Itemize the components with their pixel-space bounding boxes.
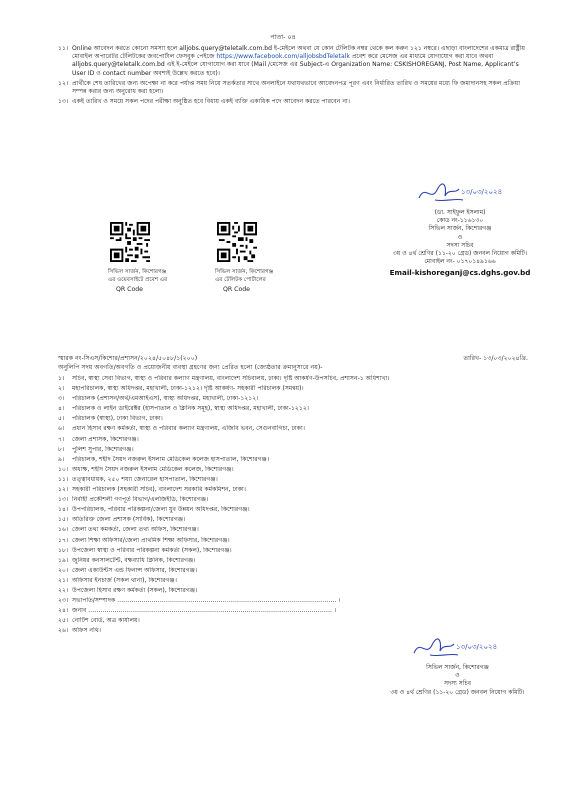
note-text: প্রার্থীকে শেষ তারিখের জন্য অপেক্ষা না করে পর্যাপ্ত সময় নিয়ে সতর্কতার সাথে অনলাইনে যথাযথভাবে আবেদনপত্র পূরণ এবং নির্ধারিত তারিখ ও সময়ের মধ্যে ফি জমাদানসহ সকল প্রক্রিয়া সম্পন্ন করার জন্য অনুরোধ করা হলো। xyxy=(72,79,520,96)
list-item xyxy=(58,425,528,435)
item-number: ২৬। xyxy=(58,627,69,635)
qr-caption: এর ওয়েবসাইটে প্রবেশ এর xyxy=(108,276,168,283)
list-item xyxy=(58,436,528,446)
item-number: ৭। xyxy=(58,435,65,443)
item-text: জেলা প্রশাসক, কিশোরগঞ্জ। xyxy=(72,435,139,443)
list-item xyxy=(58,537,528,547)
list-item xyxy=(58,476,528,486)
item-number: ৫। xyxy=(58,415,65,423)
item-text: অফিস নথি। xyxy=(72,627,101,635)
list-item xyxy=(58,557,528,567)
list-item xyxy=(58,587,528,597)
memo-reference xyxy=(58,355,528,363)
signatory-mobile: মোবাইল নং- ০১৭০১৪৯১৬৬ xyxy=(424,257,496,265)
list-item xyxy=(58,446,528,456)
item-text: অফিসার ইনচার্জ (সকল থানা), কিশোরগঞ্জ। xyxy=(72,576,177,584)
handwritten-signature xyxy=(415,180,505,206)
note-text-part: প্রবেশ করে মেসেজ এর মাধ্যমে যোগাযোগ করা যাবে অথবা alljobs.query@teletalk.com.bd এই ই-মেইলে যোগাযোগ করা যাবে (Mail /মেসেজ এর Subject-এ Organization Name: CSKISHOREGANJ, Post Name, Applicant’s User ID ও contact number অবশ্যই উল্লেখ করতে হবে)। xyxy=(72,53,519,77)
list-item xyxy=(58,567,528,577)
memo-number: স্মারক নং-সিএস/কিশোর/প্রশাসন/২০২৪/৫০৪৮/১(২০০) xyxy=(58,355,198,362)
list-item xyxy=(58,496,528,506)
item-number: ৮। xyxy=(58,445,65,453)
signatory-name: (ডা. সাইফুল ইসলাম) xyxy=(434,209,486,217)
signatory-email[interactable]: Email-kishoreganj@cs.dghs.gov.bd xyxy=(389,267,531,277)
signature-date: ১৩/০৩/২০২৪ xyxy=(461,188,503,196)
item-number: ২৪। xyxy=(58,607,69,615)
list-item xyxy=(58,466,528,476)
note-text-part: Online আবেদন করতে কোনো সমস্যা হলে alljobs.query@teletalk.com.bd ই-মেইলে অথবা যে কোন টেলিটক নম্বর থেকে কল করুন ১২১ নম্বরে। এছাড়া বাংলাদেশের একমাত্র রাষ্ট্রীয় মোবাইল অপারেটর টেলিটকের জবপোর্টাল ফেসবুক পেইজে xyxy=(72,45,525,61)
item-number: ২১। xyxy=(58,576,69,584)
list-item xyxy=(58,456,528,466)
item-text: সচিব, স্বাস্থ্য সেবা বিভাগ, স্বাস্থ্য ও পরিবার কল্যাণ মন্ত্রণালয়, বাংলাদেশ সচিবালয়, ঢাকা। দৃষ্টি আকর্ষণ-উপসচিব, প্রশাসন-১ অধিশাখা। xyxy=(72,375,390,382)
list-item xyxy=(58,385,528,395)
instruction-notes xyxy=(58,45,528,109)
qr-caption: এর টেলিটক পোর্টালের xyxy=(215,276,266,283)
item-text: তত্ত্বাবধায়ক, ২৫০ শয্যা জেনারেল হাসপাতাল, কিশোরগঞ্জ। xyxy=(72,475,218,483)
signatory-and: ও xyxy=(457,233,463,241)
item-number: ১৫। xyxy=(58,516,69,524)
item-text: জনাব ………………………………………………………………………………………………………… । xyxy=(72,607,337,615)
distribution-list xyxy=(58,375,528,637)
signature-date: ১৩/০৩/২০২৪ xyxy=(456,643,498,651)
item-number: ১৯। xyxy=(58,556,69,564)
list-item xyxy=(58,405,528,415)
list-item xyxy=(58,486,528,496)
item-text: পরিচালক ও লাইন ডাইরেক্টর (হাসপাতাল ও ক্লিনিক সমূহ), স্বাস্থ্য অধিদপ্তর, মহাখালী, ঢাকা-১২১২। xyxy=(72,405,309,413)
item-number: ৪। xyxy=(58,405,65,413)
note-text xyxy=(72,45,528,78)
item-text: প্রধান হিসাব রক্ষণ কর্মকর্তা, স্বাস্থ্য ও পরিবার কল্যাণ মন্ত্রণালয়, এজিবি ভবন, সেগুনবাগিচা, ঢাকা। xyxy=(72,425,305,433)
list-item xyxy=(58,415,528,425)
item-text: অধ্যক্ষ, শহীদ সৈয়দ নজরুল ইসলাম মেডিকেল কলেজ, কিশোরগঞ্জ। xyxy=(72,465,234,473)
item-text: পরিচালক, শহীদ সৈয়দ নজরুল ইসলাম মেডিকেল কলেজ হাসপাতাল, কিশোরগঞ্জ। xyxy=(72,455,270,463)
note-number: ১২। xyxy=(58,79,69,87)
copy-intro: অনুলিপি সদয় অবগতি/অবগতি ও প্রয়োজনীয় ব্যবস্থা গ্রহণের জন্য প্রেরিত হলো (জ্যেষ্ঠতার ক্রমানুসারে নয়)- xyxy=(58,364,323,371)
item-number: ১২। xyxy=(58,486,69,494)
item-text: উপজেলা হিসাব রক্ষণ কর্মকর্তা (সকল), কিশোরগঞ্জ। xyxy=(72,586,198,594)
signatory-details xyxy=(385,209,535,277)
item-number: ৯। xyxy=(58,455,65,463)
item-number: ১৪। xyxy=(58,506,69,514)
list-item xyxy=(58,375,528,385)
item-number: ২৩। xyxy=(58,597,69,605)
note-item xyxy=(58,45,528,78)
item-text: উপপরিচালক, পরিবার পরিকল্পনা/জেলা যুব উন্নয়ন অধিদপ্তর, কিশোরগঞ্জ। xyxy=(72,506,250,514)
qr-code-website xyxy=(108,222,228,295)
item-text: নির্বাহী প্রকৌশলী গণপূর্ত বিভাগ/এলজিইডি, কিশোরগঞ্জ। xyxy=(72,496,209,504)
signature-block-top xyxy=(385,180,535,278)
note-text: একই তারিখ ও সময়ে সকল পদের পরীক্ষা অনুষ্ঠিত হবে বিধায় একই ব্যক্তি একাধিক পদে আবেদন করতে পারবেন না। xyxy=(72,98,350,106)
qr-code-icon[interactable] xyxy=(110,222,150,262)
signatory-role: সদস্য সচিব xyxy=(446,241,474,249)
list-item xyxy=(58,516,528,526)
signatory-and: ও xyxy=(455,672,460,680)
qr-code-icon[interactable] xyxy=(217,222,257,262)
item-number: ১৮। xyxy=(58,546,69,554)
qr-label: QR Code xyxy=(116,286,143,294)
item-number: ১৬। xyxy=(58,526,69,534)
item-text: জেলা একাউন্টস এন্ড ফিনান্স অফিসার, কিশোরগঞ্জ। xyxy=(72,566,198,574)
signatory-details xyxy=(370,664,545,696)
list-item xyxy=(58,617,528,627)
memo-date: তারিখ- ১৩/০৩/২০২৪খ্রি. xyxy=(463,355,528,362)
item-text: সহকারী পরিচালক (সহকারী সচিব), বাংলাদেশ সরকারি কর্মকমিশন, ঢাকা। xyxy=(72,486,246,494)
signature-block-bottom xyxy=(370,635,545,697)
item-number: ২০। xyxy=(58,566,69,574)
list-item xyxy=(58,577,528,587)
signatory-office: সিভিল সার্জন, কিশোরগঞ্জ xyxy=(428,225,492,233)
signatory-role: সদস্য সচিব xyxy=(444,680,471,688)
list-item xyxy=(58,607,528,617)
list-item xyxy=(58,547,528,557)
facebook-link[interactable]: https://www.facebook.com/alljobsbdTeletalk xyxy=(216,53,350,61)
item-text: মহাপরিচালক, স্বাস্থ্য অধিদপ্তর, মহাখালী, ঢাকা-১২১২। দৃষ্টি আকর্ষণ- সহকারী পরিচালক (সমন্বয়)। xyxy=(72,385,304,393)
item-text: পরিচালক (স্বাস্থ্য), ঢাকা বিভাগ, ঢাকা। xyxy=(72,415,163,423)
list-item xyxy=(58,597,528,607)
signatory-office: সিভিল সার্জন, কিশোরগঞ্জ xyxy=(426,664,489,672)
qr-label: QR Code xyxy=(223,286,250,294)
signatory-committee: ৩য় ও ৪র্থ শ্রেণির (১১-২০ গ্রেড) জনবল নিয়োগ কমিটি। xyxy=(392,249,528,257)
list-item xyxy=(58,526,528,536)
qr-caption: সিভিল সার্জন, কিশোরগঞ্জ xyxy=(108,269,167,276)
item-text: জুনিয়র কনসালটেন্ট, বক্ষব্যাধি ক্লিনিক, কিশোরগঞ্জ। xyxy=(72,556,196,564)
item-text: পুলিশ সুপার, কিশোরগঞ্জ। xyxy=(72,445,134,453)
list-item xyxy=(58,506,528,516)
item-text: পরিচালক (প্রশাসন/অর্থ/এমআইএস), স্বাস্থ্য অধিদপ্তর, মহাখালী, ঢাকা-১২১২। xyxy=(72,395,259,403)
item-text: সভাপতি/সম্পাদক ……………………………………………………………………………………………… । xyxy=(72,597,341,605)
item-text: অতিরিক্ত জেলা প্রশাসক (সার্বিক), কিশোরগঞ্জ। xyxy=(72,516,186,524)
qr-caption: সিভিল সার্জন, কিশোরগঞ্জ xyxy=(215,269,274,276)
signatory-committee: ৩য় ও ৪র্থ শ্রেণির (১১-২০ গ্রেড) জনবল নিয়োগ কমিটি। xyxy=(390,688,525,696)
item-text: নোটিশ বোর্ড, অত্র কার্যালয়। xyxy=(72,617,140,625)
item-number: ১৩। xyxy=(58,496,69,504)
list-item xyxy=(58,395,528,405)
item-text: জেলা তথ্য কমকর্তা, জেলা তথ্য অফিস, কিশোরগঞ্জ। xyxy=(72,526,199,534)
item-text: উপজেলা স্বাস্থ্য ও পরিবার পরিকল্পনা কর্মকর্তা (সকল), কিশোরগঞ্জ। xyxy=(72,546,232,554)
note-number: ১৩। xyxy=(58,98,69,106)
item-number: ৩। xyxy=(58,395,65,403)
item-number: ২৫। xyxy=(58,617,69,625)
signatory-code: কোড নং-১১৬১৩০ xyxy=(436,217,484,225)
note-number: ১১। xyxy=(58,45,69,52)
item-number: ১০। xyxy=(58,465,69,473)
handwritten-signature xyxy=(410,635,500,661)
page-number: পাতা- ০৪ xyxy=(270,33,296,41)
item-text: জেলা শিক্ষা অফিসার/জেলা প্রাথমিক শিক্ষা অফিসার, কিশোরগঞ্জ। xyxy=(72,536,230,544)
item-number: ১১। xyxy=(58,475,69,483)
note-item xyxy=(58,98,528,106)
item-number: ২২। xyxy=(58,586,69,594)
item-number: ১৭। xyxy=(58,536,69,544)
item-number: ২। xyxy=(58,385,65,393)
item-number: ৬। xyxy=(58,425,65,433)
note-item xyxy=(58,80,528,96)
item-number: ১। xyxy=(58,375,65,382)
qr-code-teletalk xyxy=(215,222,335,295)
